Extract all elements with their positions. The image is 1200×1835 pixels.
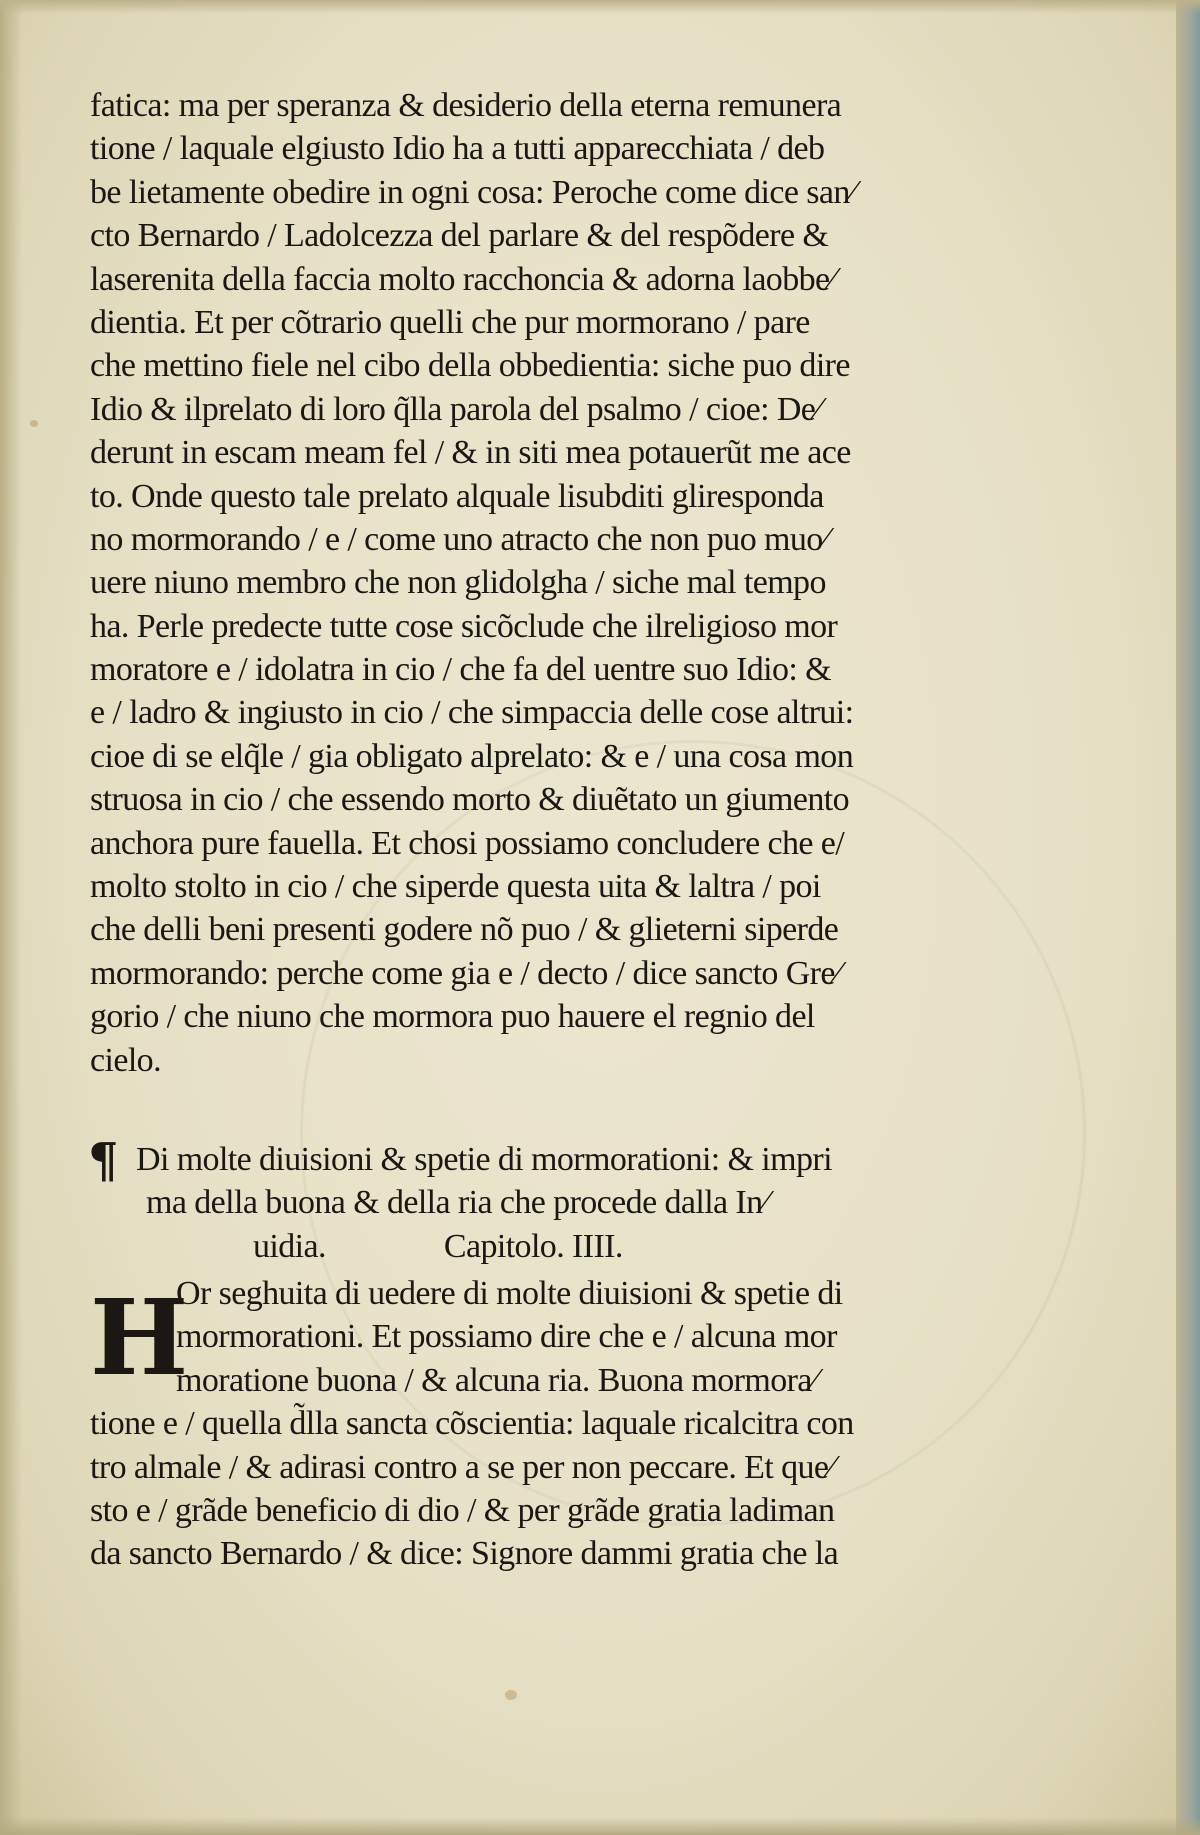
text-line: moratore e / idolatra in cio / che fa del uentre suo Idio: & [90, 651, 832, 689]
foxing-spot [505, 1690, 517, 1700]
text-line: tione e / quella d̃lla sancta cõscientia: laquale ricalcitra con [90, 1405, 854, 1443]
text-line: ha. Perle predecte tutte cose sicõclude che ilreligioso mor [90, 607, 838, 645]
heading-line: ma della buona & della ria che procede dalla In⁄ [146, 1184, 768, 1222]
text-line: derunt in escam meam fel / & in siti mea potauerũt me ace [90, 434, 851, 472]
pilcrow-icon: ¶ [88, 1133, 119, 1189]
text-line: uere niuno membro che non glidolgha / siche mal tempo [90, 564, 826, 602]
foxing-spot [30, 420, 38, 427]
text-line: Idio & ilprelato di loro q̃lla parola del psalmo / cioe: De⁄ [90, 390, 821, 428]
text-line: tione / laquale elgiusto Idio ha a tutti apparecchiata / deb [90, 130, 825, 168]
page-edge-bottom [0, 1817, 1200, 1835]
text-line: cielo. [90, 1041, 161, 1079]
body-text [90, 84, 930, 1082]
text-line: cioe di se elq̃le / gia obligato alprelato: & e / una cosa mon [90, 737, 854, 775]
text-line: molto stolto in cio / che siperde questa uita & laltra / poi [90, 868, 821, 906]
text-line: che mettino fiele nel cibo della obbedientia: siche puo dire [90, 347, 850, 385]
page-edge-right [1176, 0, 1200, 1835]
text-line: cto Bernardo / Ladolcezza del parlare & del respõdere & [90, 217, 829, 255]
text-line: e / ladro & ingiusto in cio / che simpaccia delle cose altrui: [90, 694, 854, 732]
text-line: gorio / che niuno che mormora puo hauere el regnio del [90, 998, 815, 1036]
heading-line: Di molte diuisioni & spetie di mormorationi: & impri [136, 1141, 832, 1178]
text-line: sto e / grãde beneficio di dio / & per grãde gratia ladiman [90, 1491, 835, 1529]
heading-line-end: uidia. [253, 1227, 326, 1265]
page-edge-left [0, 0, 22, 1835]
chapter-body [90, 1272, 930, 1576]
text-line: be lietamente obedire in ogni cosa: Peroche come dice san⁄ [90, 173, 855, 211]
text-line: dientia. Et per cõtrario quelli che pur mormorano / pare [90, 303, 810, 341]
text-line: mormorationi. Et possiamo dire che e / alcuna mor [176, 1318, 837, 1356]
chapter-heading [88, 1133, 928, 1268]
text-line: fatica: ma per speranza & desiderio della eterna remunera [90, 87, 842, 124]
text-line: tro almale / & adirasi contro a se per non peccare. Et que⁄ [90, 1448, 834, 1486]
text-line: no mormorando / e / come uno atracto che non puo muo⁄ [90, 520, 828, 558]
text-line: anchora pure fauella. Et chosi possiamo concludere che e/ [90, 824, 845, 862]
text-line: struosa in cio / che essendo morto & diuẽtato un giumento [90, 781, 849, 819]
text-line: moratione buona / & alcuna ria. Buona mormora⁄ [176, 1361, 817, 1399]
text-line: Or seghuita di uedere di molte diuisioni & spetie di [176, 1275, 843, 1312]
text-line: che delli beni presenti godere nõ puo / & glieterni siperde [90, 911, 839, 949]
text-line: da sancto Bernardo / & dice: Signore dammi gratia che la [90, 1535, 839, 1573]
text-line: laserenita della faccia molto racchoncia & adorna laobbe⁄ [90, 260, 835, 298]
text-line: to. Onde questo tale prelato alquale lisubditi gliresponda [90, 477, 824, 515]
heading-line [253, 1225, 928, 1268]
chapter-label: Capitolo. IIII. [443, 1227, 623, 1265]
page-edge-top [0, 0, 1200, 14]
decorated-initial: H [90, 1276, 189, 1399]
text-line: mormorando: perche come gia e / decto / dice sancto Gre⁄ [90, 954, 840, 992]
